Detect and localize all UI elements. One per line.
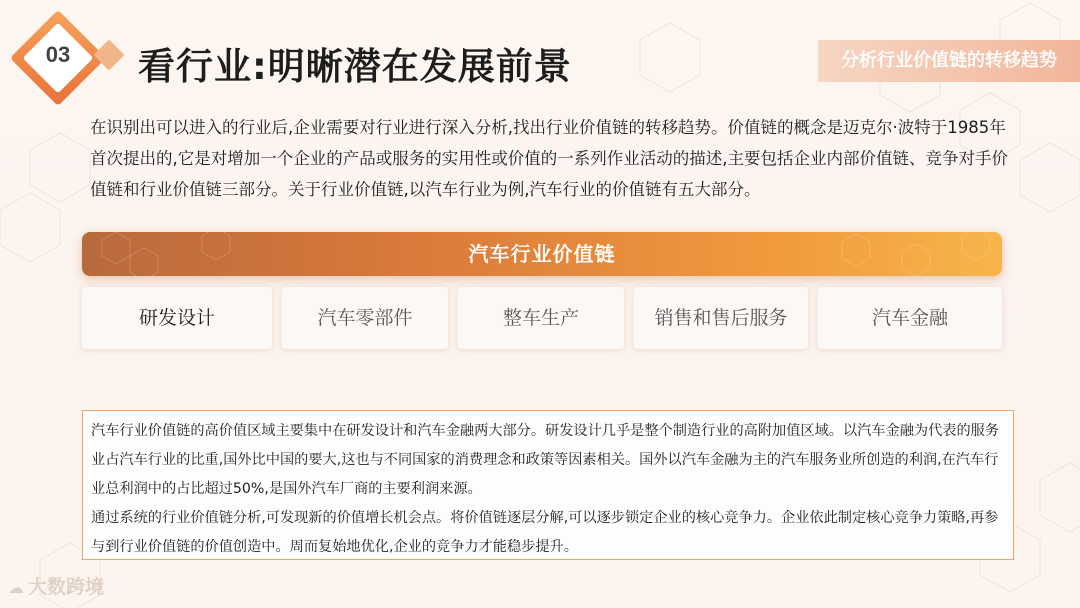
chain-card-auto-finance: 汽车金融	[818, 287, 1002, 349]
chain-card-vehicle-production: 整车生产	[458, 287, 624, 349]
logo-icon: ☁	[8, 578, 24, 597]
summary-paragraph-1: 汽车行业价值链的高价值区域主要集中在研发设计和汽车金融两大部分。研发设计几乎是整个制造行业的高附加值区域。以汽车金融为代表的服务业占汽车行业的比重,国外比中国的要大,这也与不同国家的消费理念和政策等因素相关。国外以汽车金融为主的汽车服务业所创造的利润,在汽车行业总利润中的占比超过50%,是国外汽车厂商的主要利润来源。	[91, 423, 1000, 497]
intro-paragraph: 在识别出可以进入的行业后,企业需要对行业进行深入分析,找出行业价值链的转移趋势。价值链的概念是迈克尔·波特于1985年首次提出的,它是对增加一个企业的产品或服务的实用性或价值的一系列作业活动的描述,主要包括企业内部价值链、竞争对手价值链和行业价值链三部分。关于行业价值链,以汽车行业为例,汽车行业的价值链有五大部分。	[90, 118, 1008, 199]
chain-card-sales-service: 销售和售后服务	[634, 287, 808, 349]
value-chain-banner	[82, 232, 1002, 276]
page-title: 看行业:明晰潜在发展前景	[138, 45, 572, 88]
summary-paragraph-2: 通过系统的行业价值链分析,可发现新的价值增长机会点。将价值链逐层分解,可以逐步锁定企业的核心竞争力。企业依此制定核心竞争力策略,再参与到行业价值链的价值创造中。周而复始地优化,企业的竞争力才能稳步提升。	[91, 510, 999, 555]
watermark	[8, 572, 104, 599]
chain-card-rd-design: 研发设计	[82, 287, 272, 349]
chain-card-auto-parts: 汽车零部件	[282, 287, 448, 349]
banner-title: 汽车行业价值链	[468, 242, 616, 266]
subtitle-tag: 分析行业价值链的转移趋势	[818, 40, 1080, 82]
section-number: 03	[45, 42, 71, 67]
watermark-text: 大数跨境	[28, 576, 105, 598]
summary-box	[82, 410, 1014, 560]
value-chain-cards	[82, 287, 1002, 351]
